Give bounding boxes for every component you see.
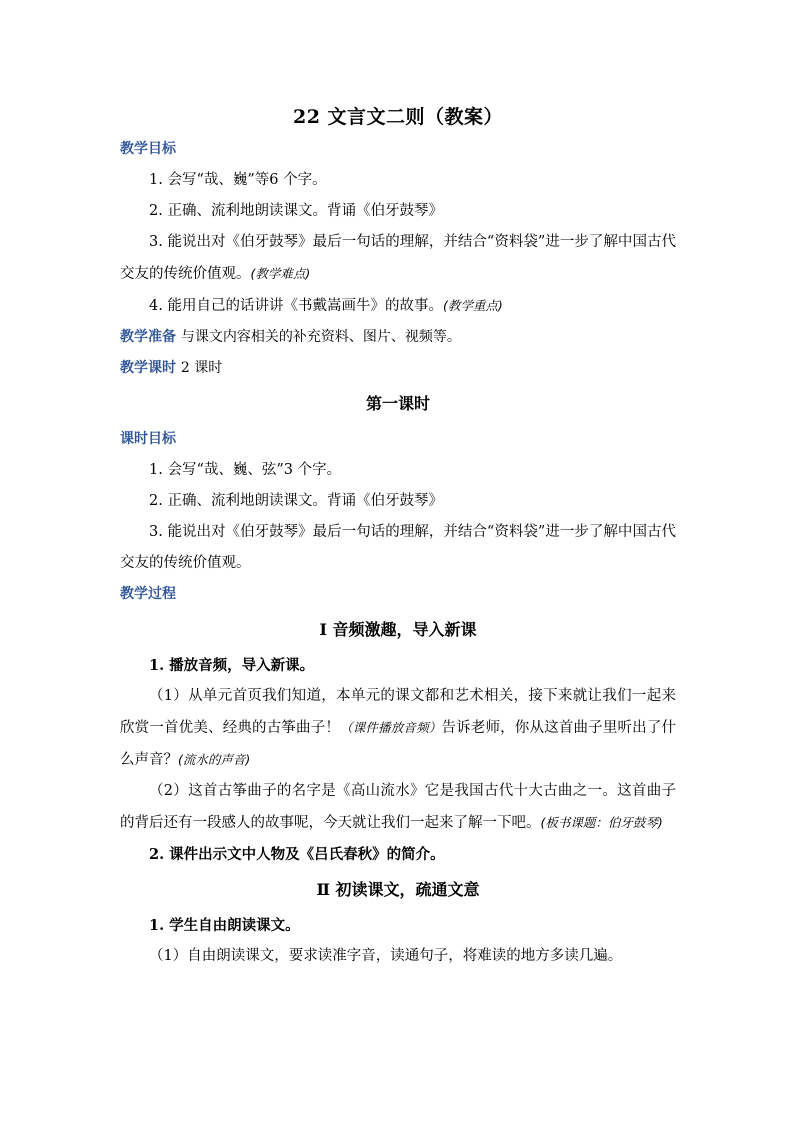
- goal-item-4: [120, 290, 676, 322]
- paragraph-1-text-b: 告诉老师，你从这首曲子里听出了什么声音？: [120, 720, 676, 768]
- goal-item-2: 2. 正确、流利地朗读课文。背诵《伯牙鼓琴》: [149, 203, 443, 219]
- board-note: (板书课题：伯牙鼓琴): [540, 815, 663, 830]
- goal-item-3: [120, 227, 676, 290]
- lesson-goal-3: 3. 能说出对《伯牙鼓琴》最后一句话的理解，并结合“资料袋”进一步了解中国古代交友的传统价值观。: [120, 524, 676, 571]
- difficulty-note: (教学难点): [250, 266, 311, 281]
- paragraph-2-text: （2）这首古筝曲子的名字是《高山流水》它是我国古代十大古曲之一。这首曲子的背后还有一段感人的故事呢，今天就让我们一起来了解一下吧。: [120, 783, 676, 831]
- section-2-step-1: 1. 学生自由朗读课文。: [149, 917, 300, 934]
- teaching-prep-text: 与课文内容相关的补充资料、图片、视频等。: [180, 329, 461, 345]
- audio-note: （课件播放音频）: [340, 720, 442, 735]
- section-1-step-2: 2. 课件出示文中人物及《吕氏春秋》的简介。: [149, 846, 445, 863]
- key-point-note: (教学重点): [442, 298, 503, 313]
- goal-item-1: 1. 会写“哉、巍”等6 个字。: [149, 172, 327, 188]
- section-2-paragraph-1: （1）自由朗读课文，要求读准字音，读通句子，将难读的地方多读几遍。: [149, 948, 623, 964]
- document-title: 22 文言文二则（教案）: [292, 106, 504, 128]
- section-1-paragraph-2: [120, 776, 676, 839]
- lesson-goal-2: 2. 正确、流利地朗读课文。背诵《伯牙鼓琴》: [149, 493, 443, 509]
- goal-item-4-text: 4. 能用自己的话讲讲《书戴嵩画牛》的故事。: [149, 298, 443, 314]
- section-2-title: Ⅱ 初读课文，疏通文意: [316, 880, 480, 899]
- water-sound-note: (流水的声音): [178, 752, 251, 767]
- section-1-paragraph-1: [120, 681, 676, 776]
- teaching-goals-heading: 教学目标: [120, 141, 176, 157]
- teaching-hours: [120, 353, 676, 384]
- section-1-step-1: 1. 播放音频，导入新课。: [149, 657, 315, 674]
- lesson-goal-1: 1. 会写“哉、巍、弦”3 个字。: [149, 462, 342, 478]
- section-1-title: Ⅰ 音频激趣，导入新课: [319, 620, 477, 639]
- process-heading: 教学过程: [120, 586, 176, 602]
- lesson-goals-heading: 课时目标: [120, 431, 176, 447]
- document-page: [120, 100, 676, 972]
- goal-item-3-text: 3. 能说出对《伯牙鼓琴》最后一句话的理解，并结合“资料袋”进一步了解中国古代交友的传统价值观。: [120, 234, 676, 282]
- teaching-prep-label: 教学准备: [120, 329, 176, 345]
- teaching-hours-text: 2 课时: [180, 360, 223, 376]
- teaching-hours-label: 教学课时: [120, 360, 176, 376]
- lesson-1-title: 第一课时: [365, 394, 430, 413]
- paragraph-1-text-a: （1）从单元首页我们知道，本单元的课文都和艺术相关，接下来就让我们一起来欣赏一首优美、经典的古筝曲子！: [120, 688, 676, 736]
- teaching-prep: [120, 322, 676, 353]
